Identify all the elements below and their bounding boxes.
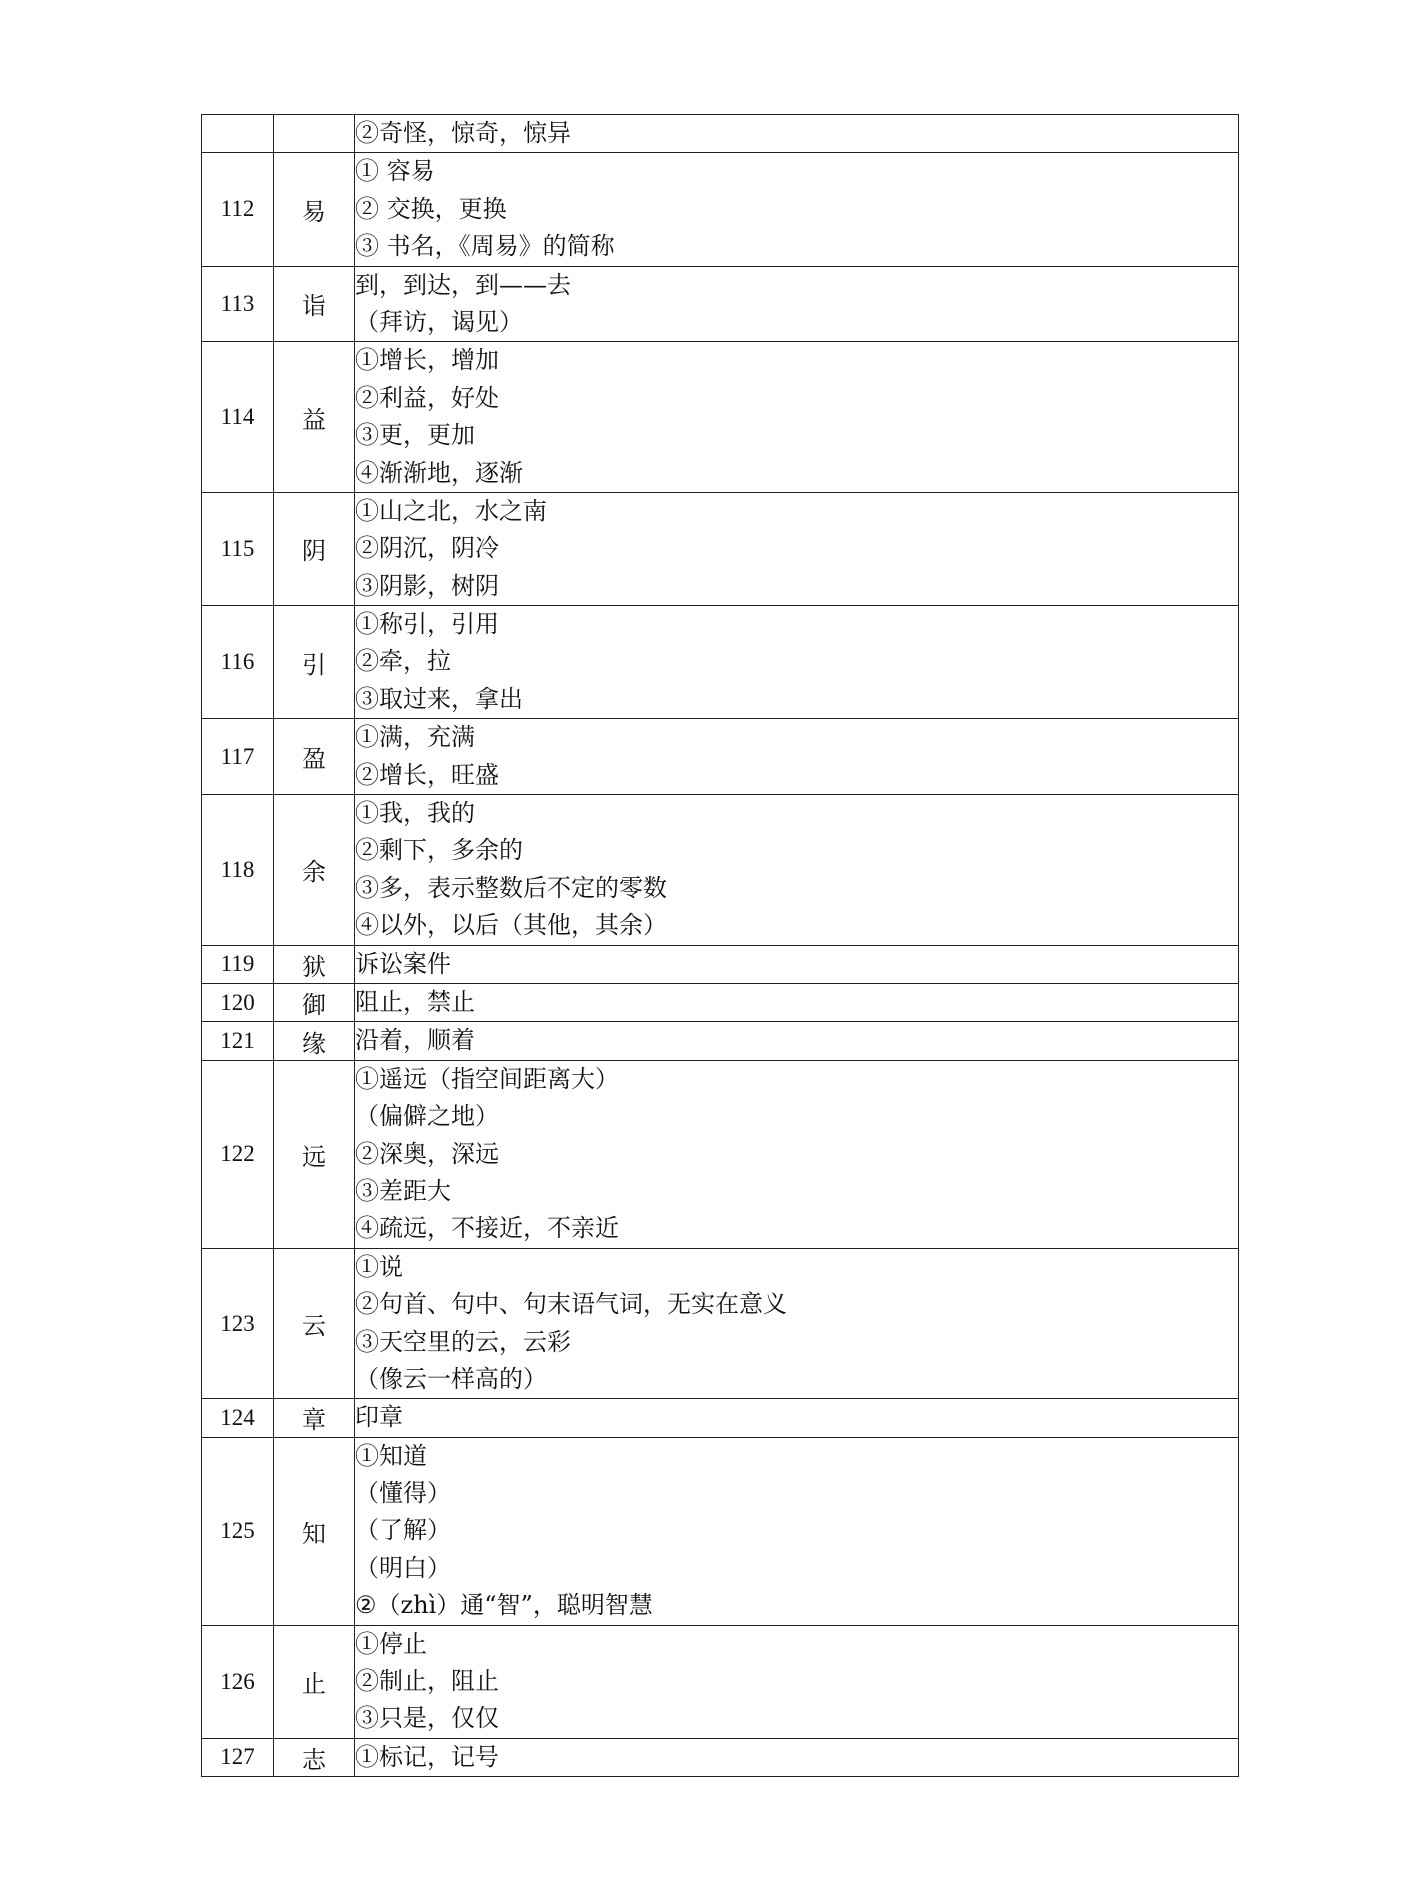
entry-definitions bbox=[355, 606, 1239, 719]
table-row bbox=[202, 1625, 1239, 1738]
entry-number: 122 bbox=[202, 1060, 274, 1248]
definition-line: ③天空里的云，云彩 bbox=[355, 1327, 571, 1356]
definition-line: ②深奥，深远 bbox=[355, 1139, 499, 1168]
table-body bbox=[202, 115, 1239, 1777]
definition-line: 印章 bbox=[355, 1403, 403, 1432]
entry-definitions bbox=[355, 719, 1239, 795]
entry-number: 123 bbox=[202, 1248, 274, 1399]
definition-line: ③阴影，树阴 bbox=[355, 571, 499, 600]
entry-number: 118 bbox=[202, 795, 274, 946]
table-row bbox=[202, 606, 1239, 719]
entry-definitions bbox=[355, 153, 1239, 266]
entry-character: 狱 bbox=[274, 945, 355, 983]
definition-line: ②奇怪，惊奇，惊异 bbox=[355, 119, 571, 147]
entry-character: 知 bbox=[274, 1437, 355, 1625]
definition-line: 沿着，顺着 bbox=[355, 1026, 475, 1055]
entry-number: 124 bbox=[202, 1399, 274, 1437]
definition-line: ②牵，拉 bbox=[355, 647, 451, 676]
table-row bbox=[202, 945, 1239, 983]
entry-definitions bbox=[355, 1738, 1239, 1776]
table-row bbox=[202, 492, 1239, 605]
definition-line: ②剩下，多余的 bbox=[355, 836, 523, 865]
definition-line: （偏僻之地） bbox=[355, 1102, 499, 1131]
table-row bbox=[202, 1738, 1239, 1776]
definition-line: 阻止，禁止 bbox=[355, 987, 475, 1016]
definition-line: ③ 书名，《周易》的简称 bbox=[355, 232, 615, 261]
entry-character: 益 bbox=[274, 342, 355, 493]
definition-line: ①增长，增加 bbox=[355, 346, 499, 375]
table-row bbox=[202, 153, 1239, 266]
definition-line: ①说 bbox=[355, 1252, 403, 1281]
entry-character bbox=[274, 115, 355, 153]
definition-line: （像云一样高的） bbox=[355, 1364, 547, 1393]
table-row bbox=[202, 1399, 1239, 1437]
definition-line: （拜访，谒见） bbox=[355, 307, 523, 336]
entry-character: 易 bbox=[274, 153, 355, 266]
entry-definitions bbox=[355, 1625, 1239, 1738]
definition-line: ①标记，记号 bbox=[355, 1742, 499, 1771]
vocabulary-table bbox=[201, 114, 1239, 1777]
table-row bbox=[202, 1248, 1239, 1399]
entry-definitions bbox=[355, 266, 1239, 342]
definition-line: ③只是，仅仅 bbox=[355, 1704, 499, 1733]
table-row bbox=[202, 1437, 1239, 1625]
entry-character: 止 bbox=[274, 1625, 355, 1738]
entry-number: 114 bbox=[202, 342, 274, 493]
definition-line: ③多，表示整数后不定的零数 bbox=[355, 873, 667, 902]
entry-definitions bbox=[355, 983, 1239, 1021]
entry-number: 119 bbox=[202, 945, 274, 983]
entry-number: 127 bbox=[202, 1738, 274, 1776]
entry-number: 120 bbox=[202, 983, 274, 1021]
definition-line: ④以外，以后（其他，其余） bbox=[355, 911, 667, 940]
definition-line: ②（zhì）通“智”，聪明智慧 bbox=[355, 1591, 653, 1620]
definition-line: ②句首、句中、句末语气词，无实在意义 bbox=[355, 1290, 787, 1319]
table-row bbox=[202, 1060, 1239, 1248]
entry-character: 引 bbox=[274, 606, 355, 719]
definition-line: ②增长，旺盛 bbox=[355, 760, 499, 789]
table-row bbox=[202, 1022, 1239, 1060]
definition-line: ②阴沉，阴冷 bbox=[355, 534, 499, 563]
entry-definitions bbox=[355, 342, 1239, 493]
table-row bbox=[202, 719, 1239, 795]
definition-line: ①山之北，水之南 bbox=[355, 496, 547, 525]
entry-number: 112 bbox=[202, 153, 274, 266]
definition-line: （了解） bbox=[355, 1516, 451, 1545]
definition-line: ①我，我的 bbox=[355, 799, 475, 828]
entry-definitions bbox=[355, 1060, 1239, 1248]
table-row bbox=[202, 795, 1239, 946]
definition-line: （懂得） bbox=[355, 1479, 451, 1508]
entry-number: 115 bbox=[202, 492, 274, 605]
definition-line: ③差距大 bbox=[355, 1176, 451, 1205]
entry-definitions bbox=[355, 492, 1239, 605]
definition-line: ② 交换，更换 bbox=[355, 194, 507, 223]
entry-definitions bbox=[355, 115, 1239, 153]
entry-definitions bbox=[355, 1399, 1239, 1437]
entry-number: 125 bbox=[202, 1437, 274, 1625]
definition-line: ②利益，好处 bbox=[355, 383, 499, 412]
entry-definitions bbox=[355, 1022, 1239, 1060]
entry-definitions bbox=[355, 1437, 1239, 1625]
definition-line: ①满，充满 bbox=[355, 723, 475, 752]
definition-line: ③取过来，拿出 bbox=[355, 684, 523, 713]
entry-character: 云 bbox=[274, 1248, 355, 1399]
definition-line: ① 容易 bbox=[355, 157, 435, 186]
table-row bbox=[202, 342, 1239, 493]
table-row bbox=[202, 983, 1239, 1021]
table-row bbox=[202, 266, 1239, 342]
definition-line: 诉讼案件 bbox=[355, 949, 451, 978]
entry-character: 御 bbox=[274, 983, 355, 1021]
entry-character: 盈 bbox=[274, 719, 355, 795]
entry-number bbox=[202, 115, 274, 153]
entry-character: 章 bbox=[274, 1399, 355, 1437]
entry-definitions bbox=[355, 795, 1239, 946]
entry-definitions bbox=[355, 945, 1239, 983]
definition-line: ③更，更加 bbox=[355, 421, 475, 450]
entry-character: 志 bbox=[274, 1738, 355, 1776]
definition-line: ②制止，阻止 bbox=[355, 1667, 499, 1696]
definition-line: ①遥远（指空间距离大） bbox=[355, 1064, 619, 1093]
definition-line: ④疏远，不接近，不亲近 bbox=[355, 1214, 619, 1243]
entry-character: 诣 bbox=[274, 266, 355, 342]
entry-number: 117 bbox=[202, 719, 274, 795]
entry-number: 121 bbox=[202, 1022, 274, 1060]
entry-number: 113 bbox=[202, 266, 274, 342]
entry-character: 阴 bbox=[274, 492, 355, 605]
entry-character: 远 bbox=[274, 1060, 355, 1248]
definition-line: （明白） bbox=[355, 1553, 451, 1582]
definition-line: ①停止 bbox=[355, 1629, 427, 1658]
entry-number: 126 bbox=[202, 1625, 274, 1738]
entry-definitions bbox=[355, 1248, 1239, 1399]
definition-line: ①称引，引用 bbox=[355, 610, 499, 639]
entry-character: 余 bbox=[274, 795, 355, 946]
definition-line: ①知道 bbox=[355, 1441, 427, 1470]
table-row bbox=[202, 115, 1239, 153]
definition-line: 到，到达，到——去 bbox=[355, 270, 571, 299]
entry-character: 缘 bbox=[274, 1022, 355, 1060]
entry-number: 116 bbox=[202, 606, 274, 719]
definition-line: ④渐渐地，逐渐 bbox=[355, 458, 523, 487]
